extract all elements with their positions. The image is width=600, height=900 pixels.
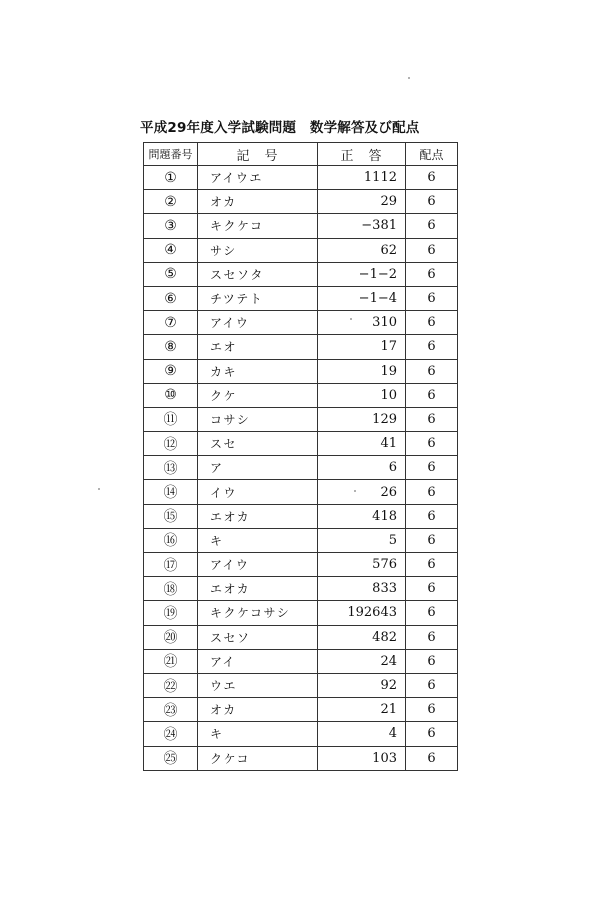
cell-number: ⑥ — [144, 286, 198, 310]
cell-number: ㉓ — [144, 698, 198, 722]
cell-answer: 4 — [318, 722, 406, 746]
cell-symbol: チツテト — [198, 286, 318, 310]
scan-speck — [354, 490, 356, 492]
table-row — [144, 553, 458, 577]
cell-number: ⑭ — [144, 480, 198, 504]
table-row — [144, 456, 458, 480]
cell-number: ⑯ — [144, 528, 198, 552]
answer-table — [143, 142, 458, 771]
cell-points: 6 — [406, 286, 458, 310]
cell-answer: 833 — [318, 577, 406, 601]
cell-answer: 10 — [318, 383, 406, 407]
cell-symbol: キ — [198, 528, 318, 552]
cell-points: 6 — [406, 601, 458, 625]
cell-points: 6 — [406, 311, 458, 335]
cell-number: ㉕ — [144, 746, 198, 770]
cell-number: ⑧ — [144, 335, 198, 359]
cell-answer: 29 — [318, 190, 406, 214]
cell-symbol: サシ — [198, 238, 318, 262]
cell-symbol: アイウ — [198, 311, 318, 335]
cell-points: 6 — [406, 528, 458, 552]
table-row — [144, 528, 458, 552]
cell-points: 6 — [406, 722, 458, 746]
table-body — [144, 166, 458, 771]
table-row — [144, 625, 458, 649]
cell-symbol: オカ — [198, 190, 318, 214]
cell-points: 6 — [406, 698, 458, 722]
cell-answer: 26 — [318, 480, 406, 504]
header-symbol: 記 号 — [198, 143, 318, 166]
cell-answer: 103 — [318, 746, 406, 770]
cell-symbol: オカ — [198, 698, 318, 722]
cell-number: ⑬ — [144, 456, 198, 480]
cell-points: 6 — [406, 553, 458, 577]
cell-points: 6 — [406, 407, 458, 431]
cell-symbol: イウ — [198, 480, 318, 504]
cell-symbol: スセソ — [198, 625, 318, 649]
table-row — [144, 601, 458, 625]
cell-answer: 418 — [318, 504, 406, 528]
table-row — [144, 166, 458, 190]
cell-number: ⑫ — [144, 432, 198, 456]
cell-symbol: エオ — [198, 335, 318, 359]
table-header-row — [144, 143, 458, 166]
cell-answer: 24 — [318, 649, 406, 673]
cell-number: ㉒ — [144, 673, 198, 697]
cell-symbol: クケコ — [198, 746, 318, 770]
cell-answer: −1−4 — [318, 286, 406, 310]
cell-symbol: クケ — [198, 383, 318, 407]
cell-number: ⑪ — [144, 407, 198, 431]
cell-number: ③ — [144, 214, 198, 238]
cell-symbol: キ — [198, 722, 318, 746]
cell-answer: 62 — [318, 238, 406, 262]
cell-symbol: カキ — [198, 359, 318, 383]
table-row — [144, 577, 458, 601]
cell-answer: 92 — [318, 673, 406, 697]
table-row — [144, 286, 458, 310]
table-row — [144, 673, 458, 697]
cell-answer: 1112 — [318, 166, 406, 190]
cell-answer: 19 — [318, 359, 406, 383]
table-row — [144, 383, 458, 407]
table-row — [144, 359, 458, 383]
cell-answer: 129 — [318, 407, 406, 431]
cell-points: 6 — [406, 166, 458, 190]
table-row — [144, 311, 458, 335]
page-title: 平成29年度入学試験問題 数学解答及び配点 — [140, 120, 420, 136]
cell-number: ④ — [144, 238, 198, 262]
cell-symbol: ウエ — [198, 673, 318, 697]
cell-points: 6 — [406, 214, 458, 238]
cell-number: ⑮ — [144, 504, 198, 528]
table-row — [144, 432, 458, 456]
cell-symbol: アイウエ — [198, 166, 318, 190]
cell-number: ⑦ — [144, 311, 198, 335]
cell-answer: 310 — [318, 311, 406, 335]
cell-symbol: コサシ — [198, 407, 318, 431]
cell-symbol: エオカ — [198, 504, 318, 528]
cell-points: 6 — [406, 625, 458, 649]
table-row — [144, 190, 458, 214]
table-row — [144, 649, 458, 673]
header-answer: 正 答 — [318, 143, 406, 166]
cell-answer: −1−2 — [318, 262, 406, 286]
cell-points: 6 — [406, 456, 458, 480]
table-row — [144, 238, 458, 262]
cell-points: 6 — [406, 480, 458, 504]
cell-points: 6 — [406, 432, 458, 456]
cell-answer: 482 — [318, 625, 406, 649]
scan-speck — [98, 488, 100, 490]
cell-symbol: ア — [198, 456, 318, 480]
table-row — [144, 746, 458, 770]
cell-points: 6 — [406, 577, 458, 601]
cell-points: 6 — [406, 746, 458, 770]
table-row — [144, 262, 458, 286]
cell-number: ⑰ — [144, 553, 198, 577]
cell-symbol: キクケコサシ — [198, 601, 318, 625]
cell-points: 6 — [406, 359, 458, 383]
cell-symbol: アイウ — [198, 553, 318, 577]
cell-symbol: キクケコ — [198, 214, 318, 238]
cell-number: ⑱ — [144, 577, 198, 601]
cell-points: 6 — [406, 238, 458, 262]
scan-speck — [408, 77, 410, 79]
cell-answer: 192643 — [318, 601, 406, 625]
table-row — [144, 480, 458, 504]
table-row — [144, 504, 458, 528]
cell-symbol: エオカ — [198, 577, 318, 601]
cell-number: ① — [144, 166, 198, 190]
cell-answer: 17 — [318, 335, 406, 359]
cell-number: ㉔ — [144, 722, 198, 746]
cell-number: ⑳ — [144, 625, 198, 649]
scan-speck — [350, 318, 352, 320]
cell-points: 6 — [406, 190, 458, 214]
header-number: 問題番号 — [144, 143, 198, 166]
cell-number: ㉑ — [144, 649, 198, 673]
cell-points: 6 — [406, 335, 458, 359]
cell-points: 6 — [406, 504, 458, 528]
cell-points: 6 — [406, 383, 458, 407]
table-row — [144, 335, 458, 359]
table-row — [144, 407, 458, 431]
cell-symbol: アイ — [198, 649, 318, 673]
cell-points: 6 — [406, 262, 458, 286]
cell-answer: 21 — [318, 698, 406, 722]
cell-number: ⑩ — [144, 383, 198, 407]
cell-answer: 41 — [318, 432, 406, 456]
cell-symbol: スセソタ — [198, 262, 318, 286]
cell-number: ② — [144, 190, 198, 214]
cell-number: ⑲ — [144, 601, 198, 625]
header-points: 配点 — [406, 143, 458, 166]
table-row — [144, 722, 458, 746]
table-row — [144, 214, 458, 238]
cell-points: 6 — [406, 673, 458, 697]
cell-answer: 5 — [318, 528, 406, 552]
cell-answer: −381 — [318, 214, 406, 238]
cell-points: 6 — [406, 649, 458, 673]
cell-number: ⑨ — [144, 359, 198, 383]
table-row — [144, 698, 458, 722]
cell-number: ⑤ — [144, 262, 198, 286]
cell-answer: 6 — [318, 456, 406, 480]
cell-symbol: スセ — [198, 432, 318, 456]
cell-answer: 576 — [318, 553, 406, 577]
